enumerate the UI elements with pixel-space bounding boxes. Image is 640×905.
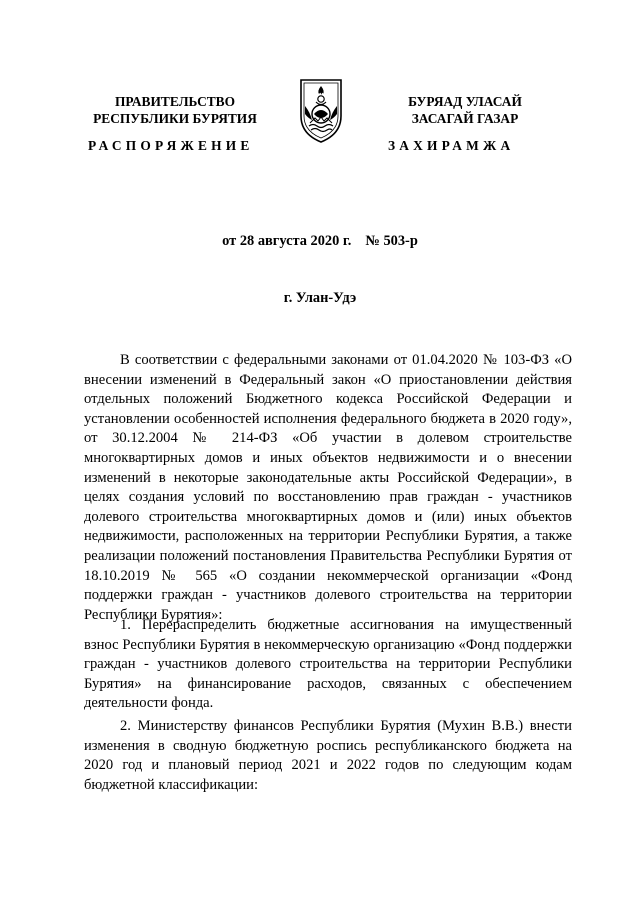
- document-number: № 503-р: [365, 233, 418, 249]
- paragraph-item-1: 1. Перераспределить бюджетные ассигнования на имущественный взнос Республики Бурятия в некоммерческую организацию «Фонд поддержки граждан - участников долевого строительства на территории Республики Бурятия» на финансирование расходов, связанных с обеспечением деятельности фонда.: [84, 617, 572, 712]
- header-right-line-1: БУРЯАД УЛАСАЙ: [408, 94, 522, 109]
- document-date: от 28 августа 2020 г.: [222, 233, 352, 249]
- header-left-line-1: ПРАВИТЕЛЬСТВО: [114, 94, 236, 109]
- document-city: г. Улан-Удэ: [283, 290, 357, 306]
- paragraph-preamble: В соответствии с федеральными законами от 01.04.2020 № 103-ФЗ «О внесении изменений в Федеральный закон «О приостановлении действия отдельных положений Бюджетного кодекса Российской Федерации и установлении особенностей исполнения федерального бюджета в 2020 году», от 30.12.2004 № 214-ФЗ «Об участии в долевом строительстве многоквартирных домов и иных объектов недвижимости и о внесении изменений в некоторые законодательные акты Российской Федерации», в целях создания условий по восстановлению прав граждан - участников долевого строительства многоквартирных домов и (или) иных объектов недвижимости, расположенных на территории Республики Бурятия, а также реализации положений постановления Правительства Республики Бурятия от 18.10.2019 № 565 «О создании некоммерческой организации «Фонд поддержки граждан - участников долевого строительства на территории Республики Бурятия»:: [84, 352, 572, 623]
- header-left-line-2: РЕСПУБЛИКИ БУРЯТИЯ: [93, 111, 257, 126]
- header-right-org: [360, 93, 570, 127]
- header-left-org: [70, 93, 280, 127]
- doc-kind-right: ЗАХИРАМЖА: [388, 138, 515, 153]
- paragraph-item-2: 2. Министерству финансов Республики Бурятия (Мухин В.В.) внести изменения в сводную бюджетную роспись республиканского бюджета на 2020 год и плановый период 2021 и 2022 годов по следующим кодам бюджетной классификации:: [84, 718, 572, 793]
- document-date-number: [0, 233, 640, 250]
- coat-of-arms-icon: [296, 76, 346, 144]
- header-right-line-2: ЗАСАГАЙ ГАЗАР: [411, 111, 519, 126]
- doc-kind-left: РАСПОРЯЖЕНИЕ: [88, 138, 254, 153]
